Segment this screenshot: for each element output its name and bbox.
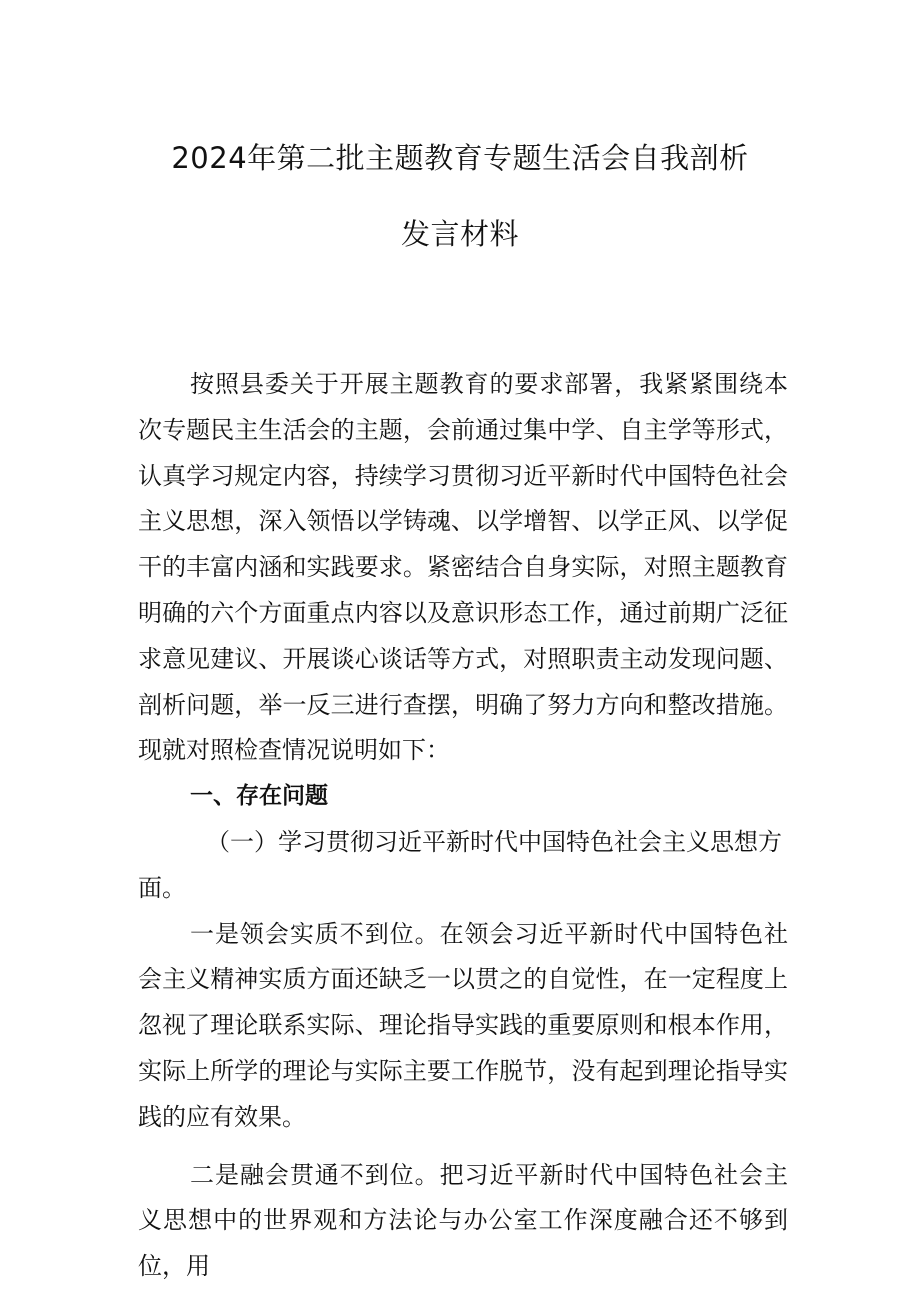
document-body (138, 362, 788, 1290)
subsection-heading-theory: （一）学习贯彻习近平新时代中国特色社会主义思想方面。 (138, 827, 782, 902)
intro-paragraph: 按照县委关于开展主题教育的要求部署，我紧紧围绕本次专题民主生活会的主题，会前通过集中学、自主学等形式，认真学习规定内容，持续学习贯彻习近平新时代中国特色社会主义思想，深入领悟以学铸魂、以学增智、以学正风、以学促干的丰富内涵和实践要求。紧密结合自身实际，对照主题教育明确的六个方面重点内容以及意识形态工作，通过前期广泛征求意见建议、开展谈心谈话等方式，对照职责主动发现问题、剖析问题，举一反三进行查摆，明确了努力方向和整改措施。现就对照检查情况说明如下： (138, 370, 788, 765)
point-paragraph-2: 二是融会贯通不到位。把习近平新时代中国特色社会主义思想中的世界观和方法论与办公室工作深度融合还不够到位，用 (138, 1160, 788, 1281)
point-paragraph-1: 一是领会实质不到位。在领会习近平新时代中国特色社会主义精神实质方面还缺乏一以贯之的自觉性，在一定程度上忽视了理论联系实际、理论指导实践的重要原则和根本作用，实际上所学的理论与实际主要工作脱节，没有起到理论指导实践的应有效果。 (138, 919, 788, 1131)
section-heading-problems: 一、存在问题 (190, 783, 328, 810)
paragraph-gap (138, 1141, 788, 1153)
document-title-line2: 发言材料 (400, 217, 519, 251)
document-title-line1: 2024年第二批主题教育专题生活会自我剖析 (171, 141, 749, 175)
